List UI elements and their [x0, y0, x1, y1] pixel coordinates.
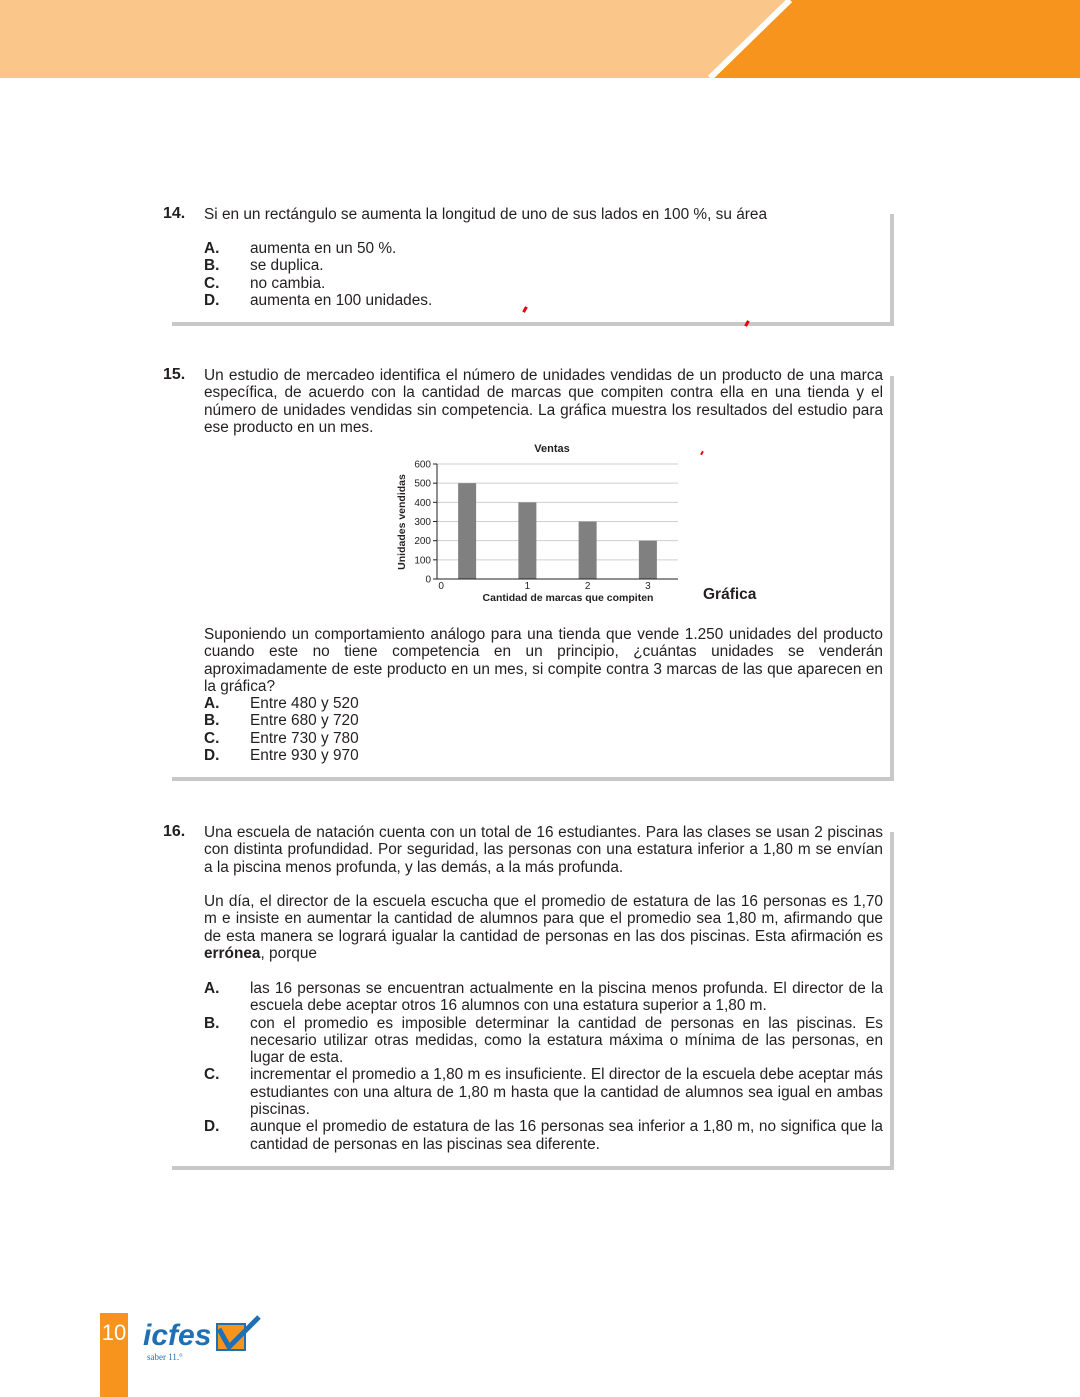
x-axis-label: Cantidad de marcas que compiten — [482, 592, 654, 604]
option-c[interactable]: C. no cambia. — [204, 274, 326, 292]
option-a[interactable]: A. Entre 480 y 520 — [204, 695, 359, 712]
logo-text: icfes — [143, 1319, 212, 1352]
bar-2 — [579, 522, 597, 580]
x-tick-label: 3 — [645, 581, 651, 592]
bar-1 — [518, 502, 536, 579]
icfes-logo — [143, 1315, 263, 1363]
figure-caption: Gráfica — [703, 586, 757, 603]
sales-bar-chart — [395, 436, 775, 611]
y-tick-label: 100 — [414, 555, 431, 567]
bar-0 — [458, 483, 476, 579]
option-a[interactable]: A. aumenta en un 50 %. — [204, 240, 397, 257]
option-a[interactable]: A. las 16 personas se encuentran actualmente en la piscina menos profunda. El director de la escuela debe aceptar otros 16 alumnos con una estatura superior a 1,80 m. — [204, 980, 883, 1015]
question-15-stem: Un estudio de mercadeo identifica el número de unidades vendidas de un producto de una marca específica, de acuerdo con la cantidad de marcas que compiten contra ella en una tienda y el número de unidades vendidas sin competencia. La gráfica muestra los resultados del estudio para ese producto en un mes. — [204, 367, 883, 436]
y-tick-label: 600 — [414, 459, 431, 471]
question-15-number: 15. — [163, 366, 186, 383]
question-16-stem: Una escuela de natación cuenta con un total de 16 estudiantes. Para las clases se usan 2 piscinas con distinta profundidad. Por seguridad, las personas con una estatura inferior a 1,80 m se envían a la piscina menos profunda, y las demás, a la más profunda. — [204, 824, 883, 876]
option-c[interactable]: C. incrementar el promedio a 1,80 m es insuficiente. El director de la escuela debe aceptar más estudiantes con una altura de 1,80 m hasta que la cantidad de alumnos sea igual en ambas piscinas. — [204, 1066, 883, 1119]
question-14-stem: Si en un rectángulo se aumenta la longitud de uno de sus lados en 100 %, su área — [204, 206, 768, 223]
question-15-options — [204, 695, 883, 764]
y-tick-label: 0 — [425, 574, 431, 586]
y-tick-label: 200 — [414, 536, 431, 548]
x-tick-label: 1 — [524, 581, 531, 592]
question-15-question: Suponiendo un comportamiento análogo para una tienda que vende 1.250 unidades del producto cuando este no tiene competencia en un principio, ¿cuántas unidades se venderán aproximadamente de este producto en un mes, si compite contra 3 marcas de las que aparecen en la gráfica? — [204, 626, 883, 695]
header-banner — [0, 0, 1080, 78]
chart-title: Ventas — [534, 443, 570, 455]
y-tick-label: 400 — [414, 497, 431, 509]
option-d[interactable]: D. aumenta en 100 unidades. — [204, 291, 433, 309]
question-14-options — [204, 240, 883, 309]
option-d[interactable]: D. aunque el promedio de estatura de las 16 personas sea inferior a 1,80 m, no significa que la cantidad de personas en las piscinas sea diferente. — [204, 1118, 883, 1153]
x-tick-label: 2 — [584, 581, 591, 592]
x-tick-label: 0 — [438, 581, 444, 592]
question-16-stem-2: Un día, el director de la escuela escucha que el promedio de estatura de las 16 personas es 1,70 m e insiste en aumentar la cantidad de alumnos para que el promedio sea 1,80 m, afirmando que de esta manera se logrará igualar la cantidad de personas en las dos piscinas. Esta afirmación es errónea, porque — [204, 893, 883, 962]
option-c[interactable]: C. Entre 730 y 780 — [204, 729, 359, 747]
bar-3 — [639, 541, 657, 579]
question-16-number: 16. — [163, 823, 186, 840]
option-b[interactable]: B. Entre 680 y 720 — [204, 712, 359, 730]
option-b[interactable]: B. se duplica. — [204, 257, 324, 275]
y-tick-label: 500 — [414, 478, 431, 490]
logo-subtext: saber 11.° — [147, 1352, 183, 1362]
page-number: 10 — [101, 1320, 127, 1345]
option-d[interactable]: D. Entre 930 y 970 — [204, 746, 359, 764]
option-b[interactable]: B. con el promedio es imposible determinar la cantidad de personas en las piscinas. Es necesario utilizar otras medidas, como la estatura máxima o mínima de las personas, en lugar de esta. — [204, 1014, 883, 1067]
question-14-number: 14. — [163, 205, 186, 222]
y-tick-label: 300 — [414, 517, 431, 528]
y-axis-label: Unidades vendidas — [396, 474, 408, 570]
question-16-options — [204, 980, 883, 1153]
